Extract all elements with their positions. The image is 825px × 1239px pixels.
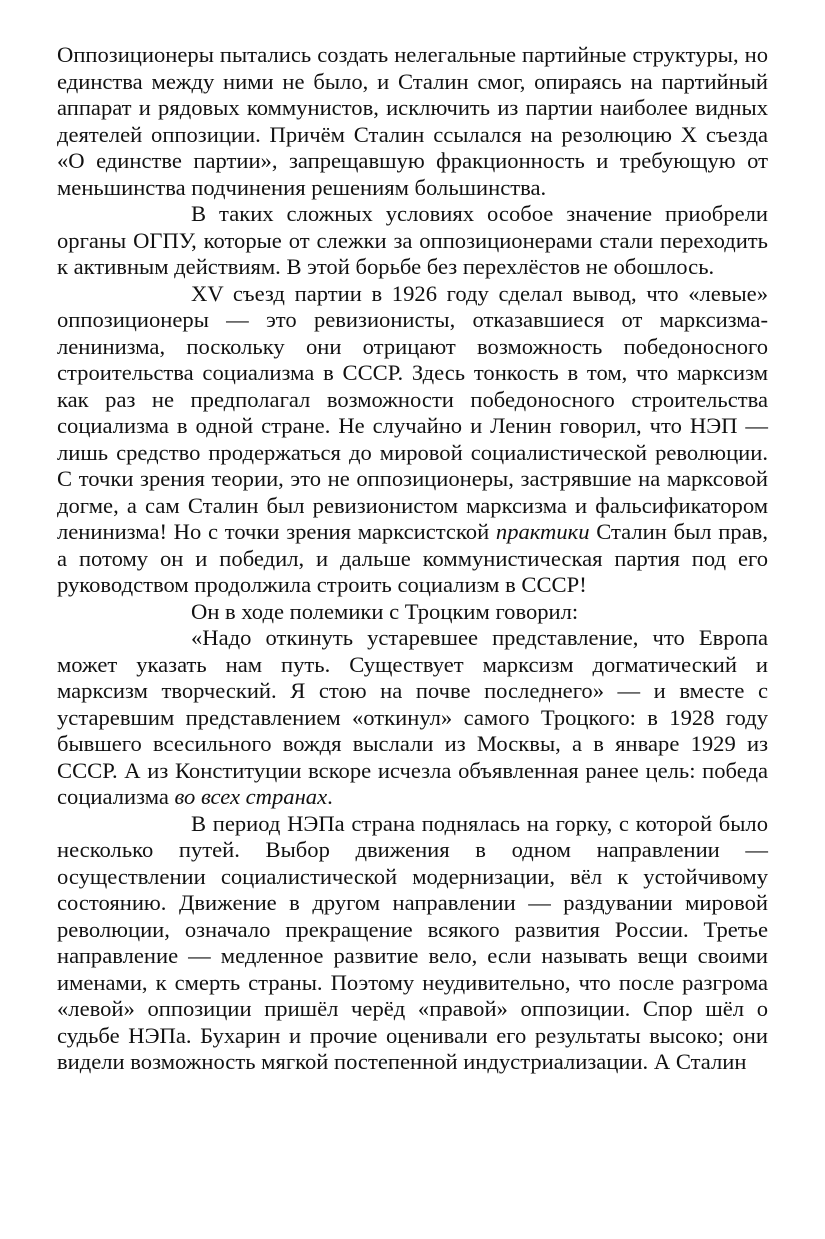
paragraph [57, 281, 768, 599]
paragraph: Оппозиционеры пытались создать нелегальные партийные структуры, но единства между ними не было, и Сталин смог, опираясь на партийный аппарат и рядовых коммунистов, исключить из партии наиболее видных деятелей оппозиции. Причём Сталин ссылался на резолюцию X съезда «О единстве партии», запрещавшую фракционность и требующую от меньшинства подчинения решениям большинства. [57, 42, 768, 200]
quote-paragraph [57, 625, 768, 811]
paragraph: Он в ходе полемики с Троцким говорил: [191, 598, 579, 624]
italic-emphasis: практики [495, 519, 590, 544]
paragraph-text: XV съезд партии в 1926 году сделал вывод, что «левые» оппозиционеры — это ревизионисты, отказавшиеся от марксизма-ленинизма, поскольку они отрицают возможность победоносного строительства социализма в СССР. Здесь тонкость в том, что марксизм как раз не предполагал возможности победоносного строительства социализма в одной стране. Не случайно и Ленин говорил, что НЭП — лишь средство продержаться до мировой социалистической революции. С точки зрения теории, это не оппозиционеры, застрявшие на марксовой догме, а сам Сталин был ревизионистом марксизма и фальсификатором ленинизма! Но с точки зрения марксистской [57, 280, 768, 544]
paragraph: В таких сложных условиях особое значение приобрели органы ОГПУ, которые от слежки за оппозиционерами стали переходить к активным действиям. В этой борьбе без перехлёстов не обошлось. [57, 201, 768, 279]
paragraph-text: «Надо откинуть устаревшее представление, что Европа может указать нам путь. Существует марксизм догматический и марксизм творческий. Я стою на почве последнего» — и вместе с устаревшим представлением «откинул» самого Троцкого: в 1928 году бывшего всесильного вождя выслали из Москвы, а в январе 1929 из СССР. А из Конституции вскоре исчезла объявленная ранее цель: победа социализма [57, 625, 768, 809]
paragraph-text: Сталин был прав, а потому он и победил, и дальше коммунистическая партия под его руководством продолжила строить социализм в СССР! [57, 519, 768, 597]
paragraph-text: . [327, 784, 333, 809]
paragraph: В период НЭПа страна поднялась на горку, с которой было несколько путей. Выбор движения в одном направлении — осуществлении социалистической модернизации, вёл к устойчивому состоянию. Движение в другом направлении — раздувании мировой революции, означало прекращение всякого развития России. Третье направление — медленное развитие вело, если называть вещи своими именами, к смерть страны. Поэтому неудивительно, что после разгрома «левой» оппозиции пришёл черёд «правой» оппозиции. Спор шёл о судьбе НЭПа. Бухарин и прочие оценивали его результаты высоко; они видели возможность мягкой постепенной индустриализации. А Сталин [57, 810, 768, 1074]
italic-emphasis: во всех странах [174, 784, 328, 809]
